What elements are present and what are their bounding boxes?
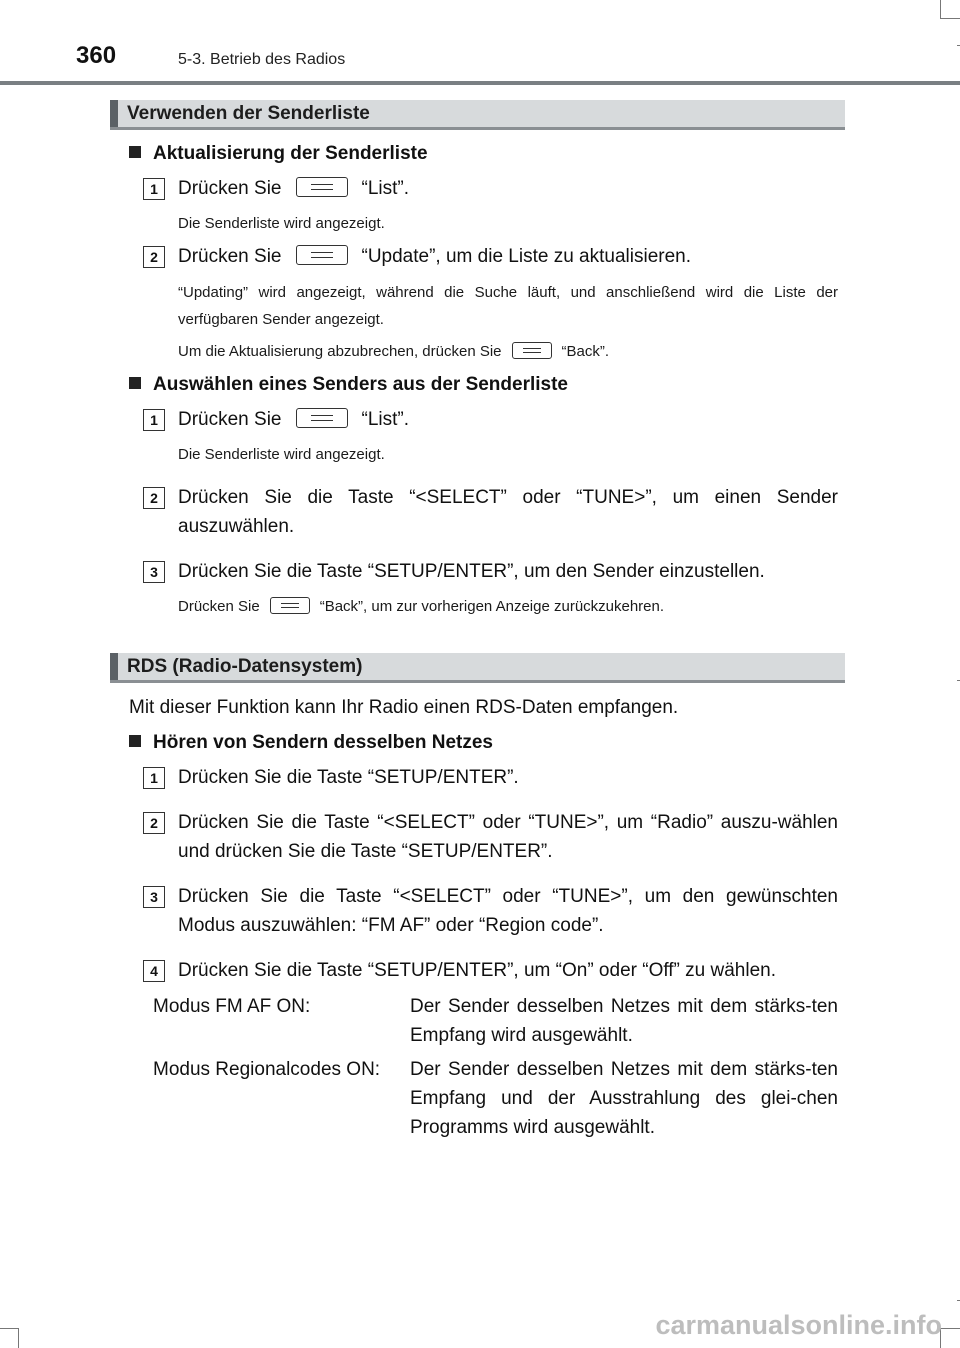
step-note: Die Senderliste wird angezeigt. [178, 215, 385, 232]
step-note: “Updating” wird angezeigt, während die Suche läuft, und anschließend wird die Liste der verfügbaren Sender angezeigt. [178, 284, 838, 328]
mode-label: Modus FM AF ON: [153, 996, 311, 1017]
note-text-pre: Um die Aktualisierung abzubrechen, drücken Sie [178, 343, 502, 360]
square-bullet-icon [129, 377, 141, 389]
step-text-post: “List”. [361, 178, 409, 199]
intro-text: Mit dieser Funktion kann Ihr Radio einen RDS-Daten empfangen. [129, 697, 679, 718]
step-text [178, 405, 838, 434]
note-text-post: “Back”. [561, 343, 610, 360]
header-divider [0, 81, 960, 85]
step-text-post: “List”. [361, 409, 409, 430]
mode-label: Modus Regionalcodes ON: [153, 1059, 381, 1080]
step-number: 1 [143, 178, 165, 200]
step-text: Drücken Sie die Taste “<SELECT” oder “TUNE>”, um einen Sender auszuwählen. [178, 487, 838, 537]
step-number: 2 [143, 487, 165, 509]
subheading-text: Auswählen eines Senders aus der Senderliste [153, 374, 568, 395]
mode-description: Der Sender desselben Netzes mit dem stärks-ten Empfang und der Ausstrahlung des glei-chen Programms wird ausgewählt. [410, 1059, 838, 1138]
note-text-post: “Back”, um zur vorherigen Anzeige zurückzukehren. [319, 598, 665, 615]
step-number: 1 [143, 409, 165, 431]
step-text-pre: Drücken Sie [178, 246, 282, 267]
crop-mark [0, 1328, 18, 1329]
subheading-auswaehlen [129, 374, 568, 396]
step-text: Drücken Sie die Taste “SETUP/ENTER”. [178, 767, 519, 788]
steering-switch-icon [296, 177, 348, 197]
step-number: 2 [143, 246, 165, 268]
crop-mark [940, 18, 960, 19]
steering-switch-icon [296, 245, 348, 265]
section-header-senderliste [110, 100, 845, 130]
step-number: 2 [143, 812, 165, 834]
square-bullet-icon [129, 735, 141, 747]
note-text-pre: Drücken Sie [178, 598, 260, 615]
crop-mark [940, 0, 941, 18]
mode-description: Der Sender desselben Netzes mit dem stärks-ten Empfang wird ausgewählt. [410, 996, 838, 1046]
section-title: RDS (Radio-Datensystem) [127, 656, 363, 677]
crop-mark [940, 1328, 960, 1329]
crop-mark [18, 1328, 19, 1348]
step-text: Drücken Sie die Taste “<SELECT” oder “TUNE>”, um den gewünschten Modus auszuwählen: “FM AF” oder “Region code”. [178, 886, 838, 936]
step-note [178, 338, 838, 365]
step-text: Drücken Sie die Taste “SETUP/ENTER”, um “On” oder “Off” zu wählen. [178, 960, 776, 981]
step-text: Drücken Sie die Taste “SETUP/ENTER”, um den Sender einzustellen. [178, 561, 765, 582]
section-header-rds [110, 653, 845, 683]
subheading-text: Hören von Sendern desselben Netzes [153, 732, 493, 753]
page-number: 360 [76, 42, 117, 69]
step-text [178, 242, 838, 271]
step-text: Drücken Sie die Taste “<SELECT” oder “TUNE>”, um “Radio” auszu-wählen und drücken Sie die Taste “SETUP/ENTER”. [178, 812, 838, 862]
subheading-netze [129, 732, 493, 754]
step-text [178, 174, 838, 203]
step-number: 3 [143, 561, 165, 583]
subheading-text: Aktualisierung der Senderliste [153, 143, 428, 164]
step-number: 3 [143, 886, 165, 908]
square-bullet-icon [129, 146, 141, 158]
chapter-title: 5-3. Betrieb des Radios [178, 51, 346, 68]
steering-switch-icon [296, 408, 348, 428]
watermark: carmanualsonline.info [655, 1310, 942, 1340]
steering-switch-icon [270, 597, 310, 614]
steering-switch-icon [512, 342, 552, 359]
step-number: 4 [143, 960, 165, 982]
step-note [178, 593, 838, 620]
step-text-pre: Drücken Sie [178, 409, 282, 430]
step-number: 1 [143, 767, 165, 789]
subheading-aktualisierung [129, 143, 428, 165]
step-note: Die Senderliste wird angezeigt. [178, 446, 385, 463]
step-text-post: “Update”, um die Liste zu aktualisieren. [361, 246, 691, 267]
section-title: Verwenden der Senderliste [127, 103, 370, 124]
step-text-pre: Drücken Sie [178, 178, 282, 199]
